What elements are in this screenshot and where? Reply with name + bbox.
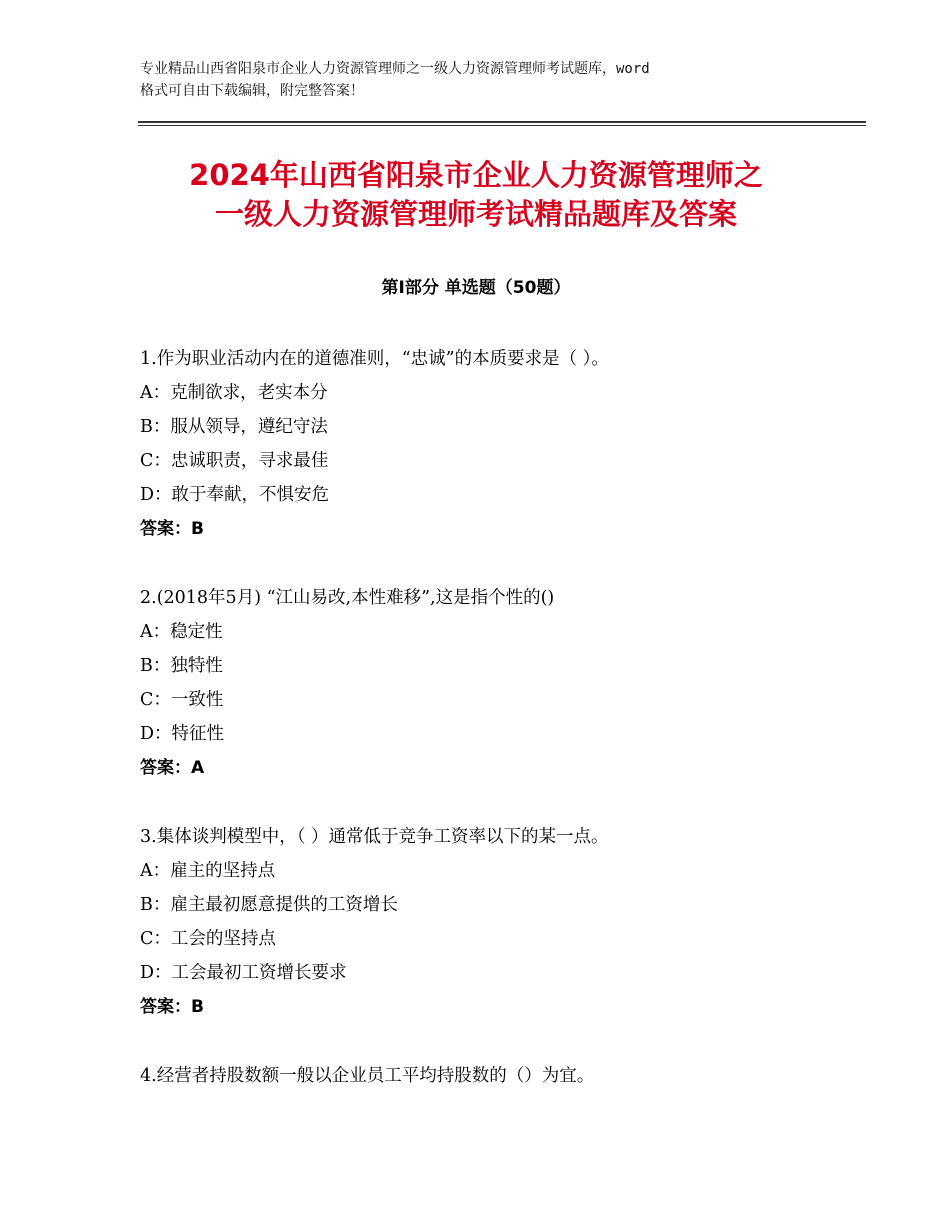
question-stem: 1.作为职业活动内在的道德准则，“忠诚”的本质要求是（ ）。 xyxy=(140,349,609,369)
question-1 xyxy=(140,342,840,546)
answer: 答案：B xyxy=(140,519,204,539)
option-b: B：雇主最初愿意提供的工资增长 xyxy=(140,895,398,915)
section-title: 第Ⅰ部分 单选题（50题） xyxy=(381,278,571,298)
option-a: A：稳定性 xyxy=(140,622,223,642)
option-b: B：服从领导，遵纪守法 xyxy=(140,417,328,437)
header-divider-thin xyxy=(138,125,866,126)
question-3 xyxy=(140,820,840,1024)
option-d: D：特征性 xyxy=(140,724,225,744)
header-divider-thick xyxy=(138,121,866,123)
header-note xyxy=(140,58,840,102)
document-title xyxy=(138,156,814,234)
header-note-line-2: 格式可自由下载编辑，附完整答案！ xyxy=(140,83,364,99)
option-d: D：工会最初工资增长要求 xyxy=(140,963,347,983)
option-a: A：雇主的坚持点 xyxy=(140,861,276,881)
question-stem: 2.(2018年5月) “江山易改,本性难移”,这是指个性的() xyxy=(140,588,555,608)
option-d: D：敢于奉献，不惧安危 xyxy=(140,485,330,505)
option-c: C：忠诚职责，寻求最佳 xyxy=(140,451,329,471)
question-list xyxy=(140,342,840,1093)
option-b: B：独特性 xyxy=(140,656,223,676)
question-4 xyxy=(140,1059,840,1093)
answer: 答案：A xyxy=(140,758,205,778)
option-c: C：工会的坚持点 xyxy=(140,929,276,949)
option-a: A：克制欲求，老实本分 xyxy=(140,383,328,403)
question-stem: 3.集体谈判模型中，（ ）通常低于竞争工资率以下的某一点。 xyxy=(140,827,609,847)
document-title-line-1: 2024年山西省阳泉市企业人力资源管理师之 xyxy=(189,158,763,192)
header-note-line-1: 专业精品山西省阳泉市企业人力资源管理师之一级人力资源管理师考试题库，word xyxy=(140,61,650,77)
answer: 答案：B xyxy=(140,997,204,1017)
option-c: C：一致性 xyxy=(140,690,224,710)
document-title-line-2: 一级人力资源管理师考试精品题库及答案 xyxy=(214,197,737,231)
question-stem: 4.经营者持股数额一般以企业员工平均持股数的（）为宜。 xyxy=(140,1066,595,1086)
question-2 xyxy=(140,581,840,785)
